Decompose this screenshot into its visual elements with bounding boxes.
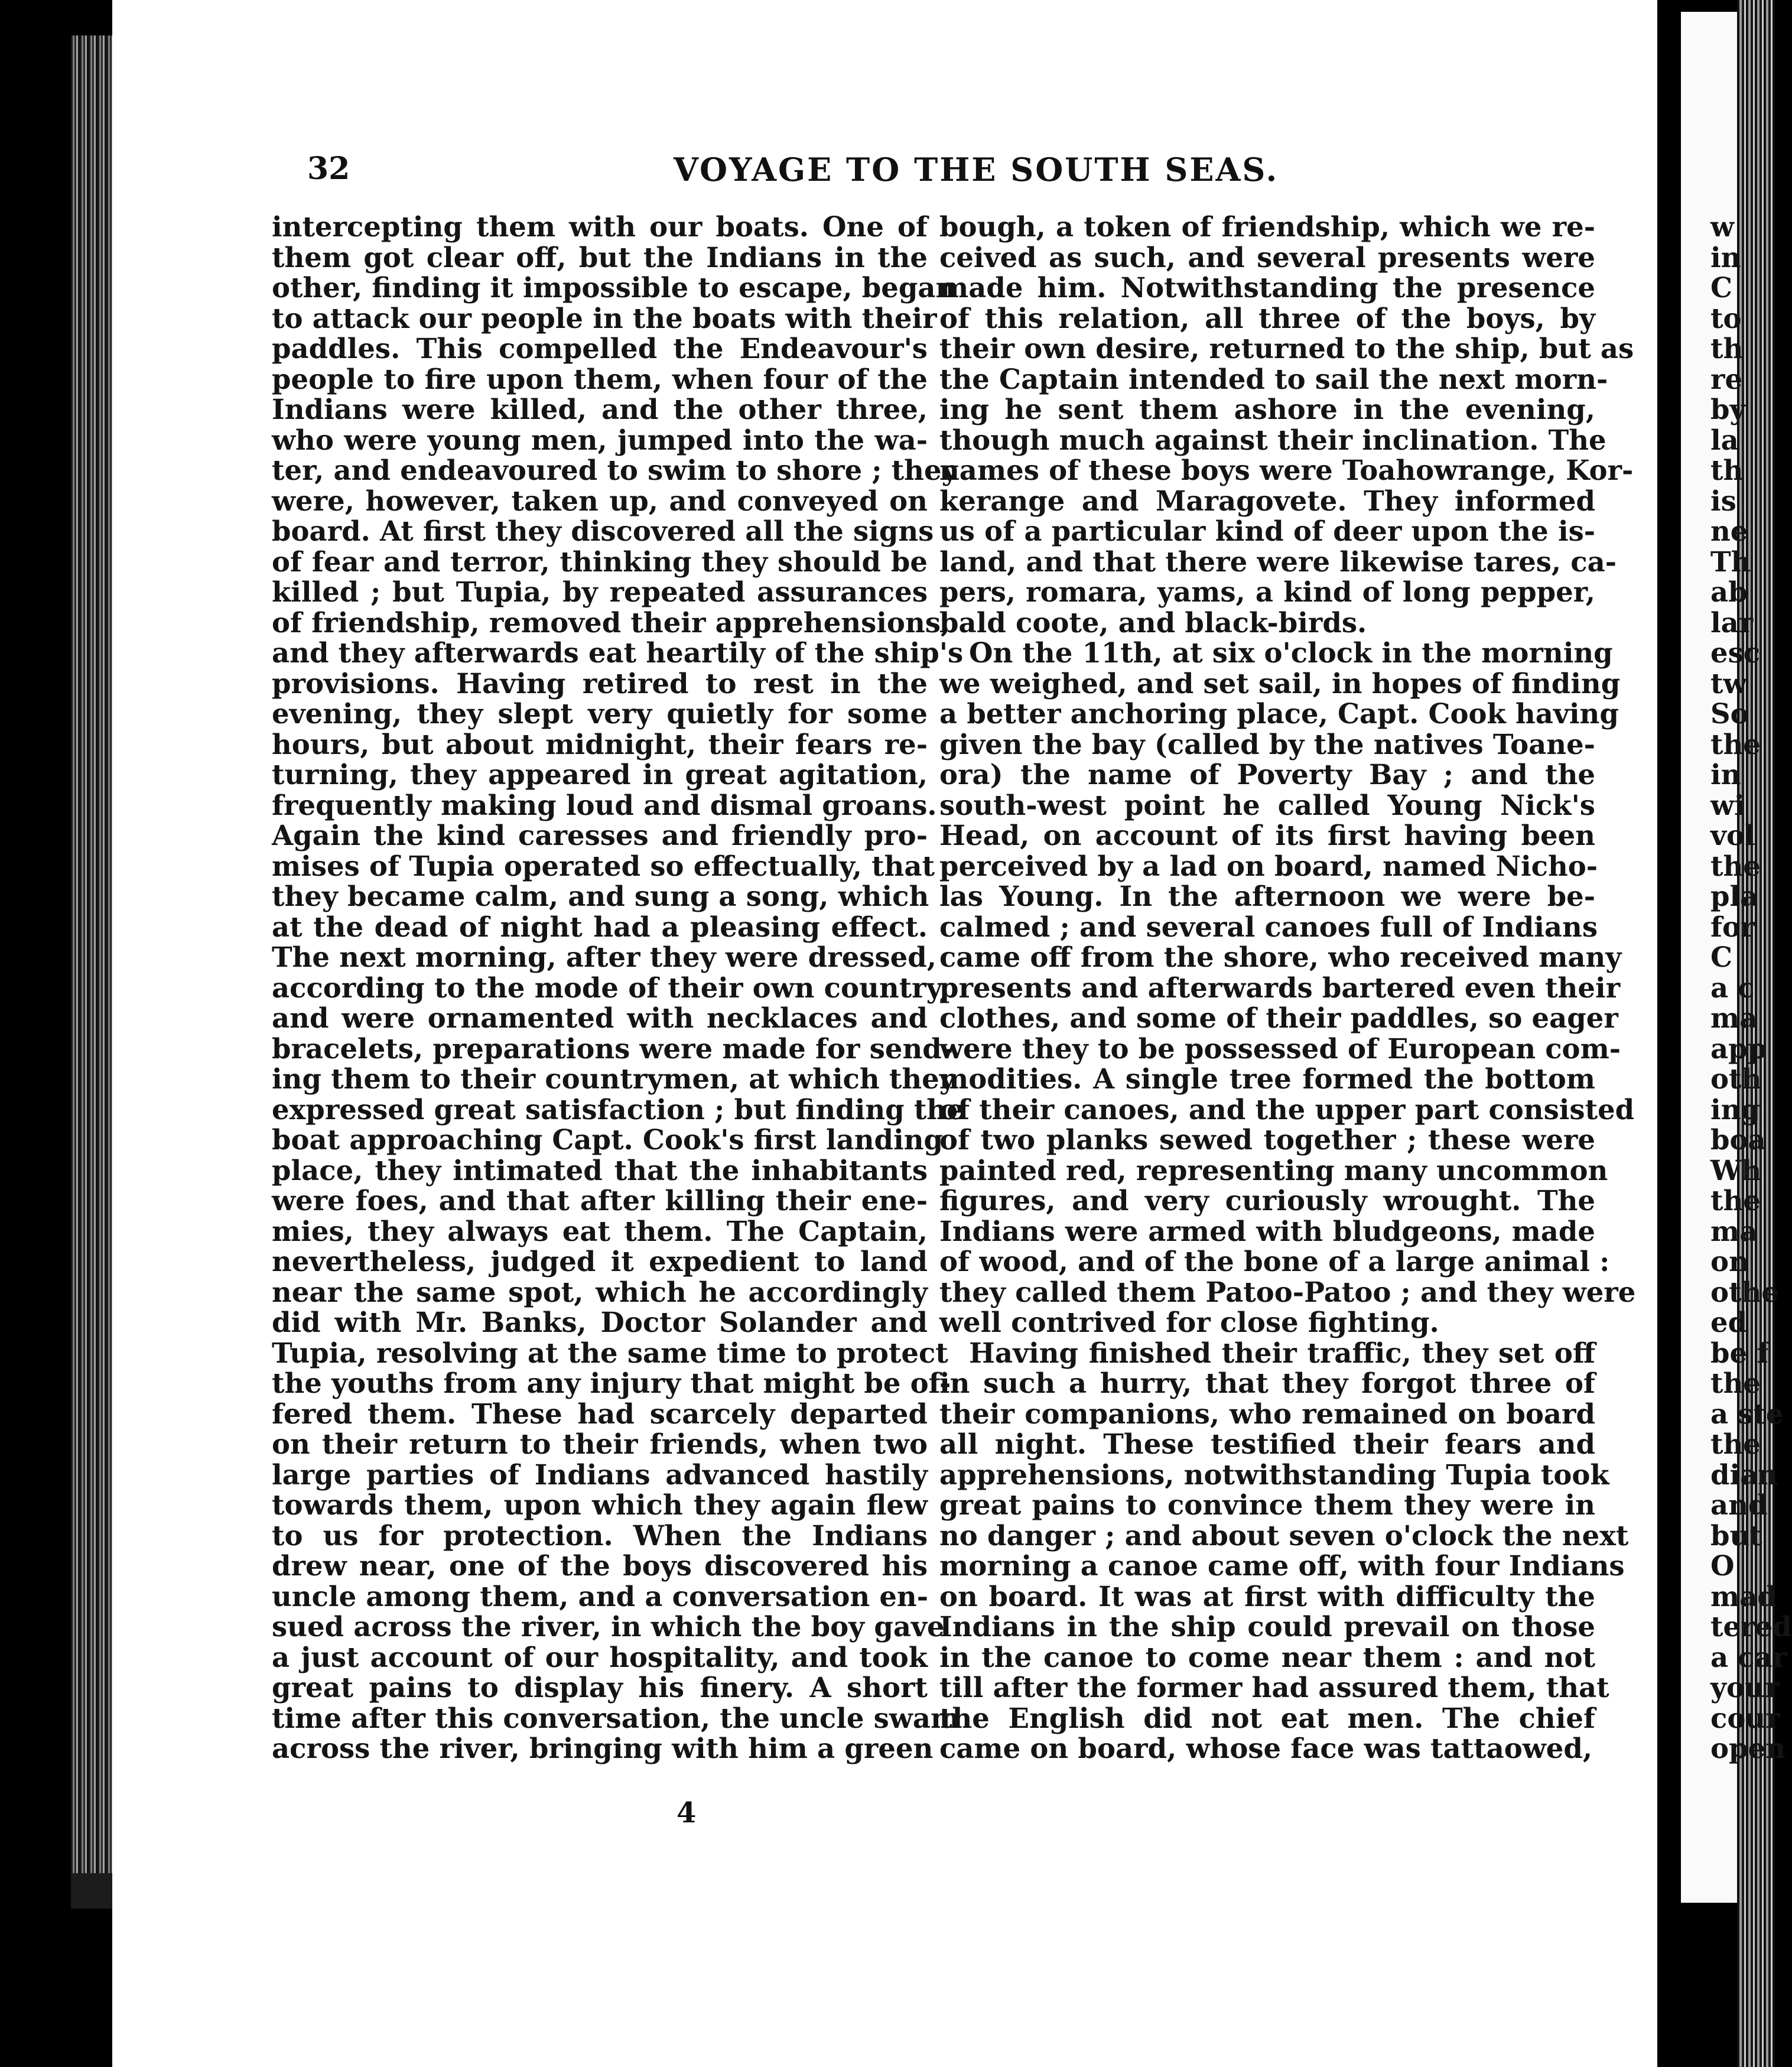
facing-page-fragment: the (1710, 727, 1761, 760)
text-line: The next morning, after they were dressed, (272, 941, 936, 973)
facing-page-fragment: Wh (1710, 1153, 1762, 1187)
text-line: Tupia, resolving at the same time to protect (272, 1336, 948, 1369)
text-line: were, however, taken up, and conveyed on (272, 484, 928, 517)
text-line: to us for protection. When the Indians (272, 1519, 928, 1552)
facing-page-fragment: mad (1710, 1580, 1777, 1613)
facing-page-fragment: cour (1710, 1701, 1780, 1734)
text-line: in the canoe to come near them : and not (939, 1640, 1595, 1673)
text-line: well contrived for close fighting. (939, 1306, 1439, 1338)
text-line: painted red, representing many uncommon (939, 1153, 1608, 1187)
text-line: large parties of Indians advanced hastily (272, 1458, 928, 1491)
facing-page-fragment: ne (1710, 515, 1748, 547)
text-line: Indians in the ship could prevail on those (939, 1610, 1595, 1643)
text-line: they became calm, and sung a song, which (272, 880, 929, 912)
text-line: bald coote, and black-birds. (939, 606, 1367, 639)
facing-page-fragment: app (1710, 1032, 1767, 1065)
facing-page-fragment: ab (1710, 576, 1748, 608)
page-number: 32 (307, 151, 350, 187)
text-line: Indians were killed, and the other three, (272, 393, 928, 425)
text-line: made him. Notwithstanding the presence (939, 271, 1595, 304)
text-line: uncle among them, and a conversation en- (272, 1580, 929, 1613)
text-line: of this relation, all three of the boys, by (939, 301, 1595, 334)
text-line: south-west point he called Young Nick's (939, 788, 1595, 821)
text-line: great pains to display his finery. A short (272, 1671, 928, 1704)
text-line: and were ornamented with necklaces and (272, 1002, 928, 1034)
facing-page-fragment: tered (1710, 1610, 1792, 1643)
text-line: of wood, and of the bone of a large animal : (939, 1245, 1610, 1278)
text-line: kerange and Maragovete. They informed (939, 484, 1595, 517)
text-line: expressed great satisfaction ; but finding the (272, 1093, 964, 1126)
text-line: did with Mr. Banks, Doctor Solander and (272, 1306, 928, 1338)
facing-page-fragment: lar (1710, 606, 1754, 639)
text-line: their own desire, returned to the ship, but as (939, 332, 1634, 365)
facing-page-fragment: open (1710, 1732, 1786, 1764)
text-line: all night. These testified their fears and (939, 1428, 1595, 1460)
facing-page-fragment: O (1710, 1549, 1735, 1582)
facing-page-fragment: Th (1710, 545, 1751, 578)
text-line: were foes, and that after killing their ene- (272, 1184, 928, 1217)
facing-page-fragment: So (1710, 697, 1749, 730)
text-line: mises of Tupia operated so effectually, that (272, 849, 935, 882)
facing-page-fragment: boa (1710, 1123, 1766, 1156)
text-line: las Young. In the afternoon we were be- (939, 880, 1595, 912)
text-line: of friendship, removed their apprehensions, (272, 606, 951, 639)
text-line: evening, they slept very quietly for some (272, 697, 928, 730)
facing-page-fragment: for (1710, 910, 1755, 943)
text-line: we weighed, and set sail, in hopes of finding (939, 667, 1621, 700)
left-book-gutter (71, 35, 112, 1879)
text-line: in such a hurry, that they forgot three of (939, 1367, 1595, 1399)
text-line: of fear and terror, thinking they should be (272, 545, 928, 578)
facing-page-fragment: vol (1710, 819, 1755, 852)
text-line: mies, they always eat them. The Captain, (272, 1214, 928, 1247)
facing-page-fragment: re (1710, 362, 1743, 395)
facing-page-fragment: ing (1710, 1093, 1760, 1126)
facing-page-fragment: th (1710, 454, 1744, 486)
facing-page-fragment: in (1710, 240, 1741, 274)
facing-page-fragment: ma (1710, 1214, 1758, 1247)
text-line: they called them Patoo-Patoo ; and they were (939, 1275, 1636, 1308)
text-line: drew near, one of the boys discovered his (272, 1549, 928, 1582)
text-line: other, finding it impossible to escape, began (272, 271, 956, 304)
text-line: them got clear off, but the Indians in the (272, 240, 928, 274)
text-line: on their return to their friends, when two (272, 1428, 928, 1460)
facing-page-fragment: the (1710, 1184, 1761, 1217)
facing-page-fragment: on (1710, 1245, 1749, 1278)
text-line: apprehensions, notwithstanding Tupia took (939, 1458, 1609, 1491)
text-line: though much against their inclination. The (939, 423, 1606, 456)
facing-page-fragment: dian (1710, 1458, 1778, 1491)
text-line: a better anchoring place, Capt. Cook having (939, 697, 1619, 730)
text-line: turning, they appeared in great agitation, (272, 758, 928, 791)
text-line: came on board, whose face was tattaowed, (939, 1732, 1593, 1764)
text-line: of their canoes, and the upper part consisted (939, 1093, 1635, 1126)
facing-page-fragment: wi (1710, 788, 1745, 821)
text-line: sued across the river, in which the boy gave (272, 1610, 945, 1643)
text-line: to attack our people in the boats with their (272, 301, 937, 334)
text-line: no danger ; and about seven o'clock the next (939, 1519, 1629, 1552)
text-line: On the 11th, at six o'clock in the morning (969, 636, 1613, 669)
text-line: bough, a token of friendship, which we re- (939, 210, 1595, 243)
text-line: given the bay (called by the natives Toane- (939, 727, 1595, 760)
text-line: ceived as such, and several presents were (939, 240, 1595, 274)
text-line: ing he sent them ashore in the evening, (939, 393, 1595, 425)
text-line: land, and that there were likewise tares, ca- (939, 545, 1617, 578)
text-line: ter, and endeavoured to swim to shore ; they (272, 454, 958, 486)
facing-page-fragment: w (1710, 210, 1735, 243)
facing-page-fragment: ma (1710, 1002, 1758, 1034)
text-line: near the same spot, which he accordingly (272, 1275, 928, 1308)
running-head: VOYAGE TO THE SOUTH SEAS. (674, 151, 1279, 188)
text-line: names of these boys were Toahowrange, Kor- (939, 454, 1634, 486)
text-line: bracelets, preparations were made for send- (272, 1032, 954, 1065)
text-line: frequently making loud and dismal groans. (272, 788, 937, 821)
text-line: till after the former had assured them, that (939, 1671, 1609, 1704)
text-line: presents and afterwards bartered even their (939, 971, 1621, 1004)
text-line: of two planks sewed together ; these were (939, 1123, 1595, 1156)
text-line: the youths from any injury that might be of- (272, 1367, 951, 1399)
text-line: towards them, upon which they again flew (272, 1488, 928, 1521)
text-line: came off from the shore, who received many (939, 941, 1622, 973)
text-line: place, they intimated that the inhabitants (272, 1153, 928, 1187)
facing-page-fragment: a car (1710, 1640, 1787, 1673)
text-line: across the river, bringing with him a green (272, 1732, 934, 1764)
facing-page-fragment: tw (1710, 667, 1747, 700)
facing-page-fragment: pla (1710, 880, 1758, 912)
facing-page-fragment: the (1710, 1367, 1761, 1399)
text-line: ora) the name of Poverty Bay ; and the (939, 758, 1595, 791)
text-line: clothes, and some of their paddles, so eager (939, 1002, 1618, 1034)
text-line: the English did not eat men. The chief (939, 1701, 1595, 1734)
text-line: and they afterwards eat heartily of the ship's (272, 636, 964, 669)
text-line: Having finished their traffic, they set off (969, 1336, 1595, 1369)
facing-page-fragment: th (1710, 332, 1744, 365)
text-line: morning a canoe came off, with four Indians (939, 1549, 1625, 1582)
facing-page-fragment: to (1710, 301, 1742, 334)
text-line: nevertheless, judged it expedient to land (272, 1245, 928, 1278)
facing-page-fragment: la (1710, 423, 1739, 456)
text-line: time after this conversation, the uncle swam (272, 1701, 960, 1734)
facing-page-fragment: is (1710, 484, 1736, 517)
facing-page-fragment: the (1710, 849, 1761, 882)
text-line: their companions, who remained on board (939, 1397, 1595, 1430)
facing-page-fragment: your (1710, 1671, 1780, 1704)
text-line: calmed ; and several canoes full of Indians (939, 910, 1598, 943)
text-line: us of a particular kind of deer upon the is- (939, 515, 1596, 547)
text-line: Head, on account of its first having been (939, 819, 1595, 852)
facing-page-fragment: a c (1710, 971, 1755, 1004)
left-text-column (272, 210, 964, 1764)
facing-page-fragment: and (1710, 1488, 1768, 1521)
text-line: killed ; but Tupia, by repeated assurances (272, 576, 928, 608)
text-line: boat approaching Capt. Cook's first landing (272, 1123, 944, 1156)
text-line: modities. A single tree formed the bottom (939, 1062, 1595, 1095)
signature-mark: 4 (677, 1796, 697, 1829)
facing-page-fragment: esc (1710, 636, 1761, 669)
text-line: intercepting them with our boats. One of (272, 210, 928, 243)
text-line: were they to be possessed of European com- (939, 1032, 1621, 1065)
facing-page-fragment: be f (1710, 1336, 1769, 1369)
text-line: great pains to convince them they were in (939, 1488, 1595, 1521)
facing-page-fragment: a ste (1710, 1397, 1784, 1430)
facing-page-fragment: C (1710, 941, 1733, 973)
text-line: Again the kind caresses and friendly pro- (272, 819, 928, 852)
facing-page-fragment: othe (1710, 1275, 1779, 1308)
text-line: board. At first they discovered all the signs (272, 515, 934, 547)
text-line: figures, and very curiously wrought. The (939, 1184, 1595, 1217)
facing-page-fragment: the (1710, 1428, 1761, 1460)
text-line: fered them. These had scarcely departed (272, 1397, 928, 1430)
text-line: people to fire upon them, when four of the (272, 362, 928, 395)
right-text-column (939, 210, 1636, 1764)
text-line: who were young men, jumped into the wa- (272, 423, 928, 456)
text-line: hours, but about midnight, their fears re- (272, 727, 928, 760)
text-line: on board. It was at first with difficulty the (939, 1580, 1595, 1613)
page-fold-shadow (1657, 0, 1681, 2067)
facing-page-fragment: C (1710, 271, 1733, 304)
text-line: ing them to their countrymen, at which they (272, 1062, 955, 1095)
facing-page-fragment: but (1710, 1519, 1762, 1552)
text-line: a just account of our hospitality, and took (272, 1640, 928, 1673)
facing-page-fragment: ed (1710, 1306, 1748, 1338)
text-line: pers, romara, yams, a kind of long pepper, (939, 576, 1595, 608)
text-line: at the dead of night had a pleasing effect. (272, 910, 928, 943)
text-line: perceived by a lad on board, named Nicho- (939, 849, 1598, 882)
text-line: provisions. Having retired to rest in the (272, 667, 928, 700)
facing-page-fragment: by (1710, 393, 1746, 425)
facing-page-fragment: oth (1710, 1062, 1762, 1095)
facing-page-text-fragments (1710, 210, 1792, 1764)
text-line: according to the mode of their own country, (272, 971, 949, 1004)
text-line: paddles. This compelled the Endeavour's (272, 332, 928, 365)
facing-page-fragment: in (1710, 758, 1741, 791)
text-line: the Captain intended to sail the next morn- (939, 362, 1608, 395)
text-line: Indians were armed with bludgeons, made (939, 1214, 1595, 1247)
